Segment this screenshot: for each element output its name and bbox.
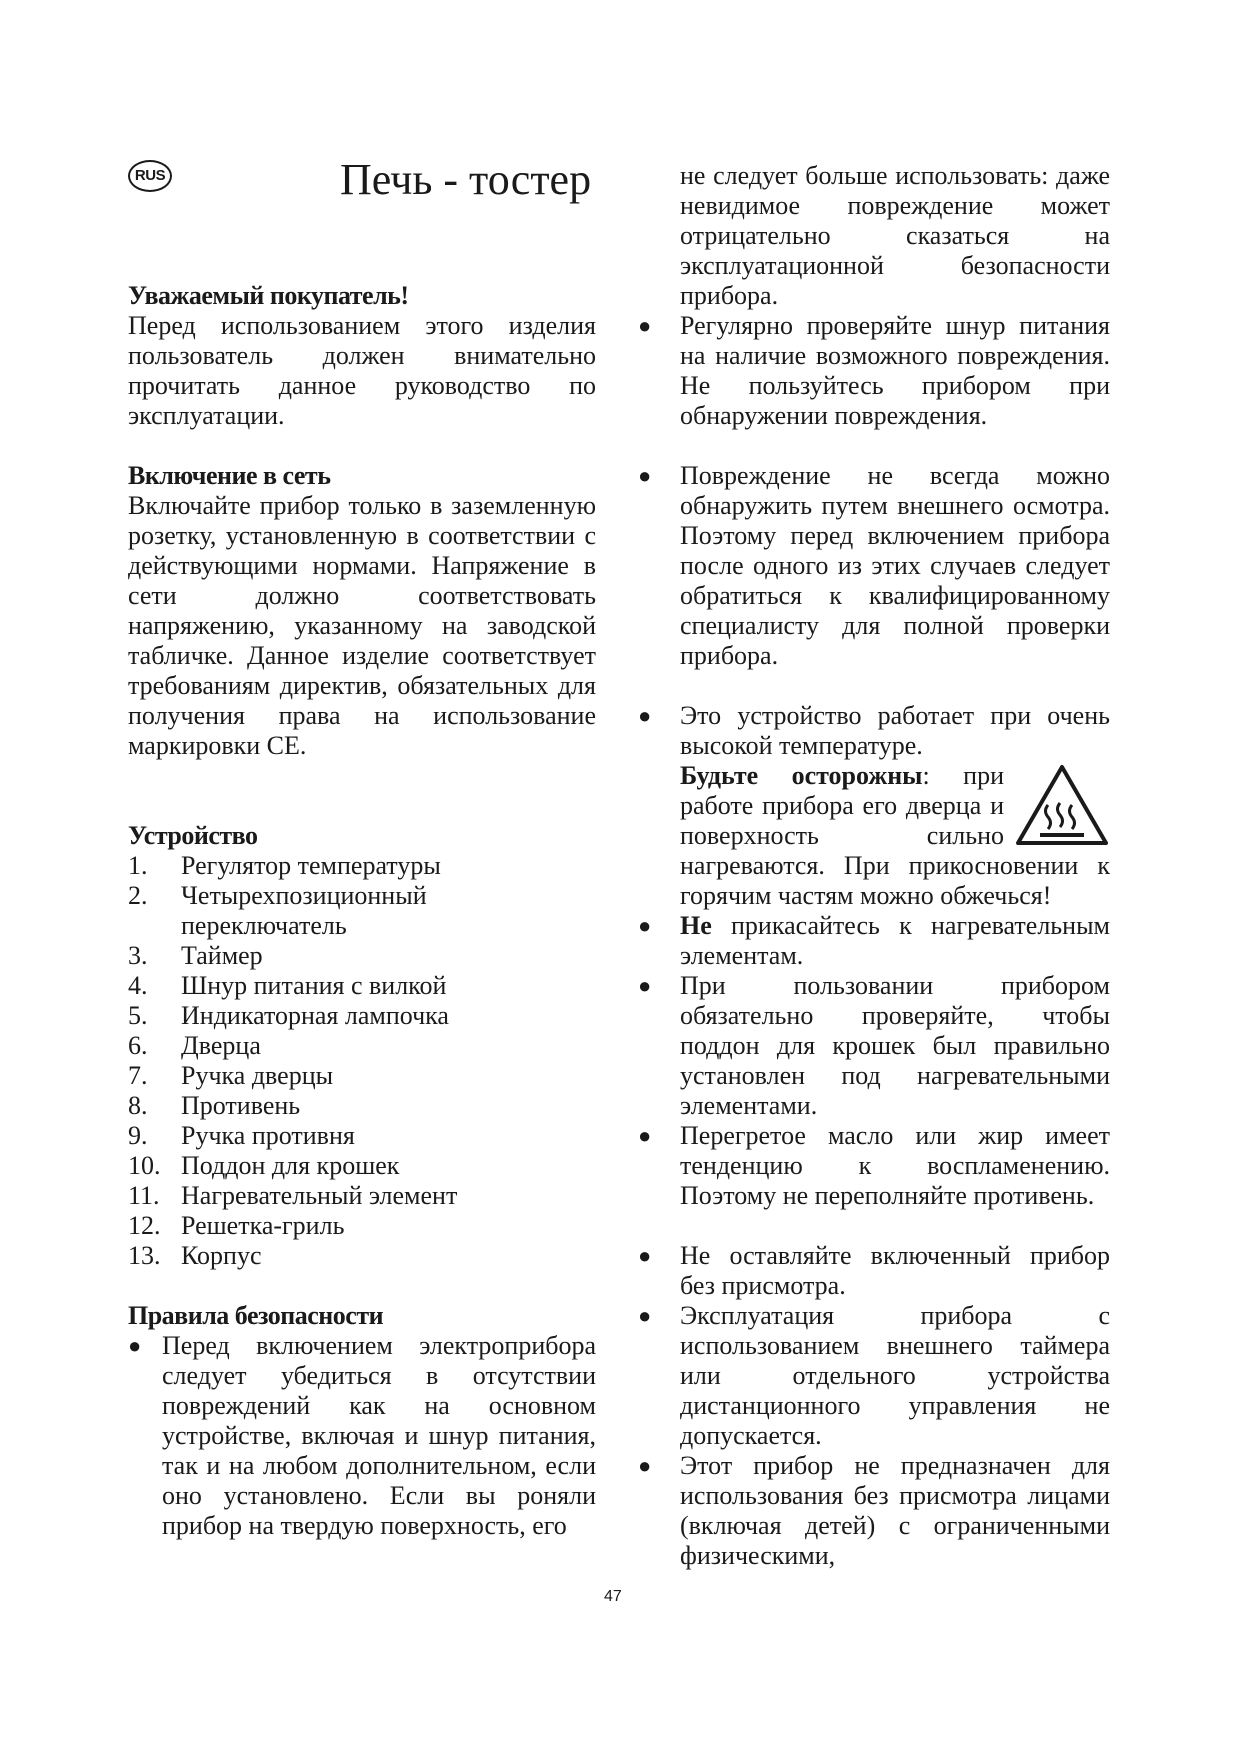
continuation-text: не следует больше использовать: даже невидимое повреждение может отрицательно сказаться на эксплуатационной безопасности прибора. [680, 161, 1110, 310]
page-title: Печь - тостер [340, 155, 592, 204]
bullet-icon: ● [638, 1303, 652, 1328]
list-item: ● Этот прибор не предназначен для использования без присмотра лицами (включая детей) с ограниченными физическими, [638, 1451, 1110, 1570]
language-badge: RUS [128, 160, 172, 192]
device-heading: Устройство [128, 821, 258, 850]
safety-heading: Правила безопасности [128, 1301, 384, 1330]
bullet-icon: ● [638, 313, 652, 338]
power-heading: Включение в сеть [128, 461, 331, 490]
list-item: ● Не оставляйте включенный прибор без присмотра. [638, 1241, 1110, 1300]
list-item: ● Перегретое масло или жир имеет тенденцию к воспламенению. Поэтому не переполняйте противень. [638, 1121, 1110, 1210]
list-item: ● Регулярно проверяйте шнур питания на наличие возможного повреждения. Не пользуйтесь прибором при обнаружении повреждения. [638, 311, 1110, 430]
list-item: ● Это устройство работает при очень высокой температуре. Будьте осторожны: при работе прибора его дверца и поверхность сильно нагреваются. При прикосновении к горячим частям можно обжечься! [638, 701, 1110, 910]
bullet-icon: ● [638, 463, 652, 488]
list-item: ● При пользовании прибором обязательно проверяйте, чтобы поддон для крошек был правильно установлен под нагревательными элементами. [638, 971, 1110, 1120]
bullet-icon: ● [638, 1243, 652, 1268]
bullet-icon: ● [638, 913, 652, 938]
bullet-icon: ● [638, 703, 652, 728]
bullet-icon: ● [638, 973, 652, 998]
list-item: ● Не прикасайтесь к нагревательным элементам. [638, 911, 1110, 970]
power-text: Включайте прибор только в заземленную розетку, установленную в соответствии с действующими нормами. Напряжение в сети должно соответствовать напряжению, указанному на заводской табличке. Данное изделие соответствует требованиям директив, обязательных для получения права на использование маркировки CE. [128, 491, 596, 760]
list-item: ● Повреждение не всегда можно обнаружить путем внешнего осмотра. Поэтому перед включением прибора после одного из этих случаев следует обратиться к квалифицированному специалисту для полной проверки прибора. [638, 461, 1110, 670]
caution-paragraph: Будьте осторожны: при работе прибора его дверца и поверхность сильно нагреваются. При прикосновении к горячим частям можно обжечься! [680, 761, 1110, 910]
device-list: 1. Регулятор температуры 2. Четырехпозиционный переключатель 3. Таймер 4. Шнур питания с вилкой 5. Индикаторная лампочка 6. Дверца 7. Ручка дверцы 8. Противень 9. Ручка противня 10. Поддон для крошек 11. Нагревательный элемент 12. Решетка-гриль 13. Корпус [128, 851, 458, 1270]
page-number: 47 [604, 1588, 622, 1605]
greeting-heading: Уважаемый покупатель! [128, 281, 409, 310]
hot-surface-warning-icon [1014, 763, 1110, 847]
bullet-icon: ● [638, 1123, 652, 1148]
list-item: ● Эксплуатация прибора с использованием внешнего таймера или отдельного устройства дистанционного управления не допускается. [638, 1301, 1110, 1450]
caution-label: Будьте осторожны [680, 761, 923, 790]
safety-bullet [128, 1331, 596, 1571]
bullet-icon: ● [128, 1333, 142, 1358]
greeting-text: Перед использованием этого изделия пользователь должен внимательно прочитать данное руководство по эксплуатации. [128, 311, 596, 430]
bullet-icon: ● [638, 1453, 652, 1478]
safety-bullet-text: Перед включением электроприбора следует убедиться в отсутствии повреждений как на основном устройстве, включая и шнур питания, так и на любом дополнительном, если оно установлено. Если вы роняли прибор на твердую поверхность, его [162, 1331, 596, 1540]
